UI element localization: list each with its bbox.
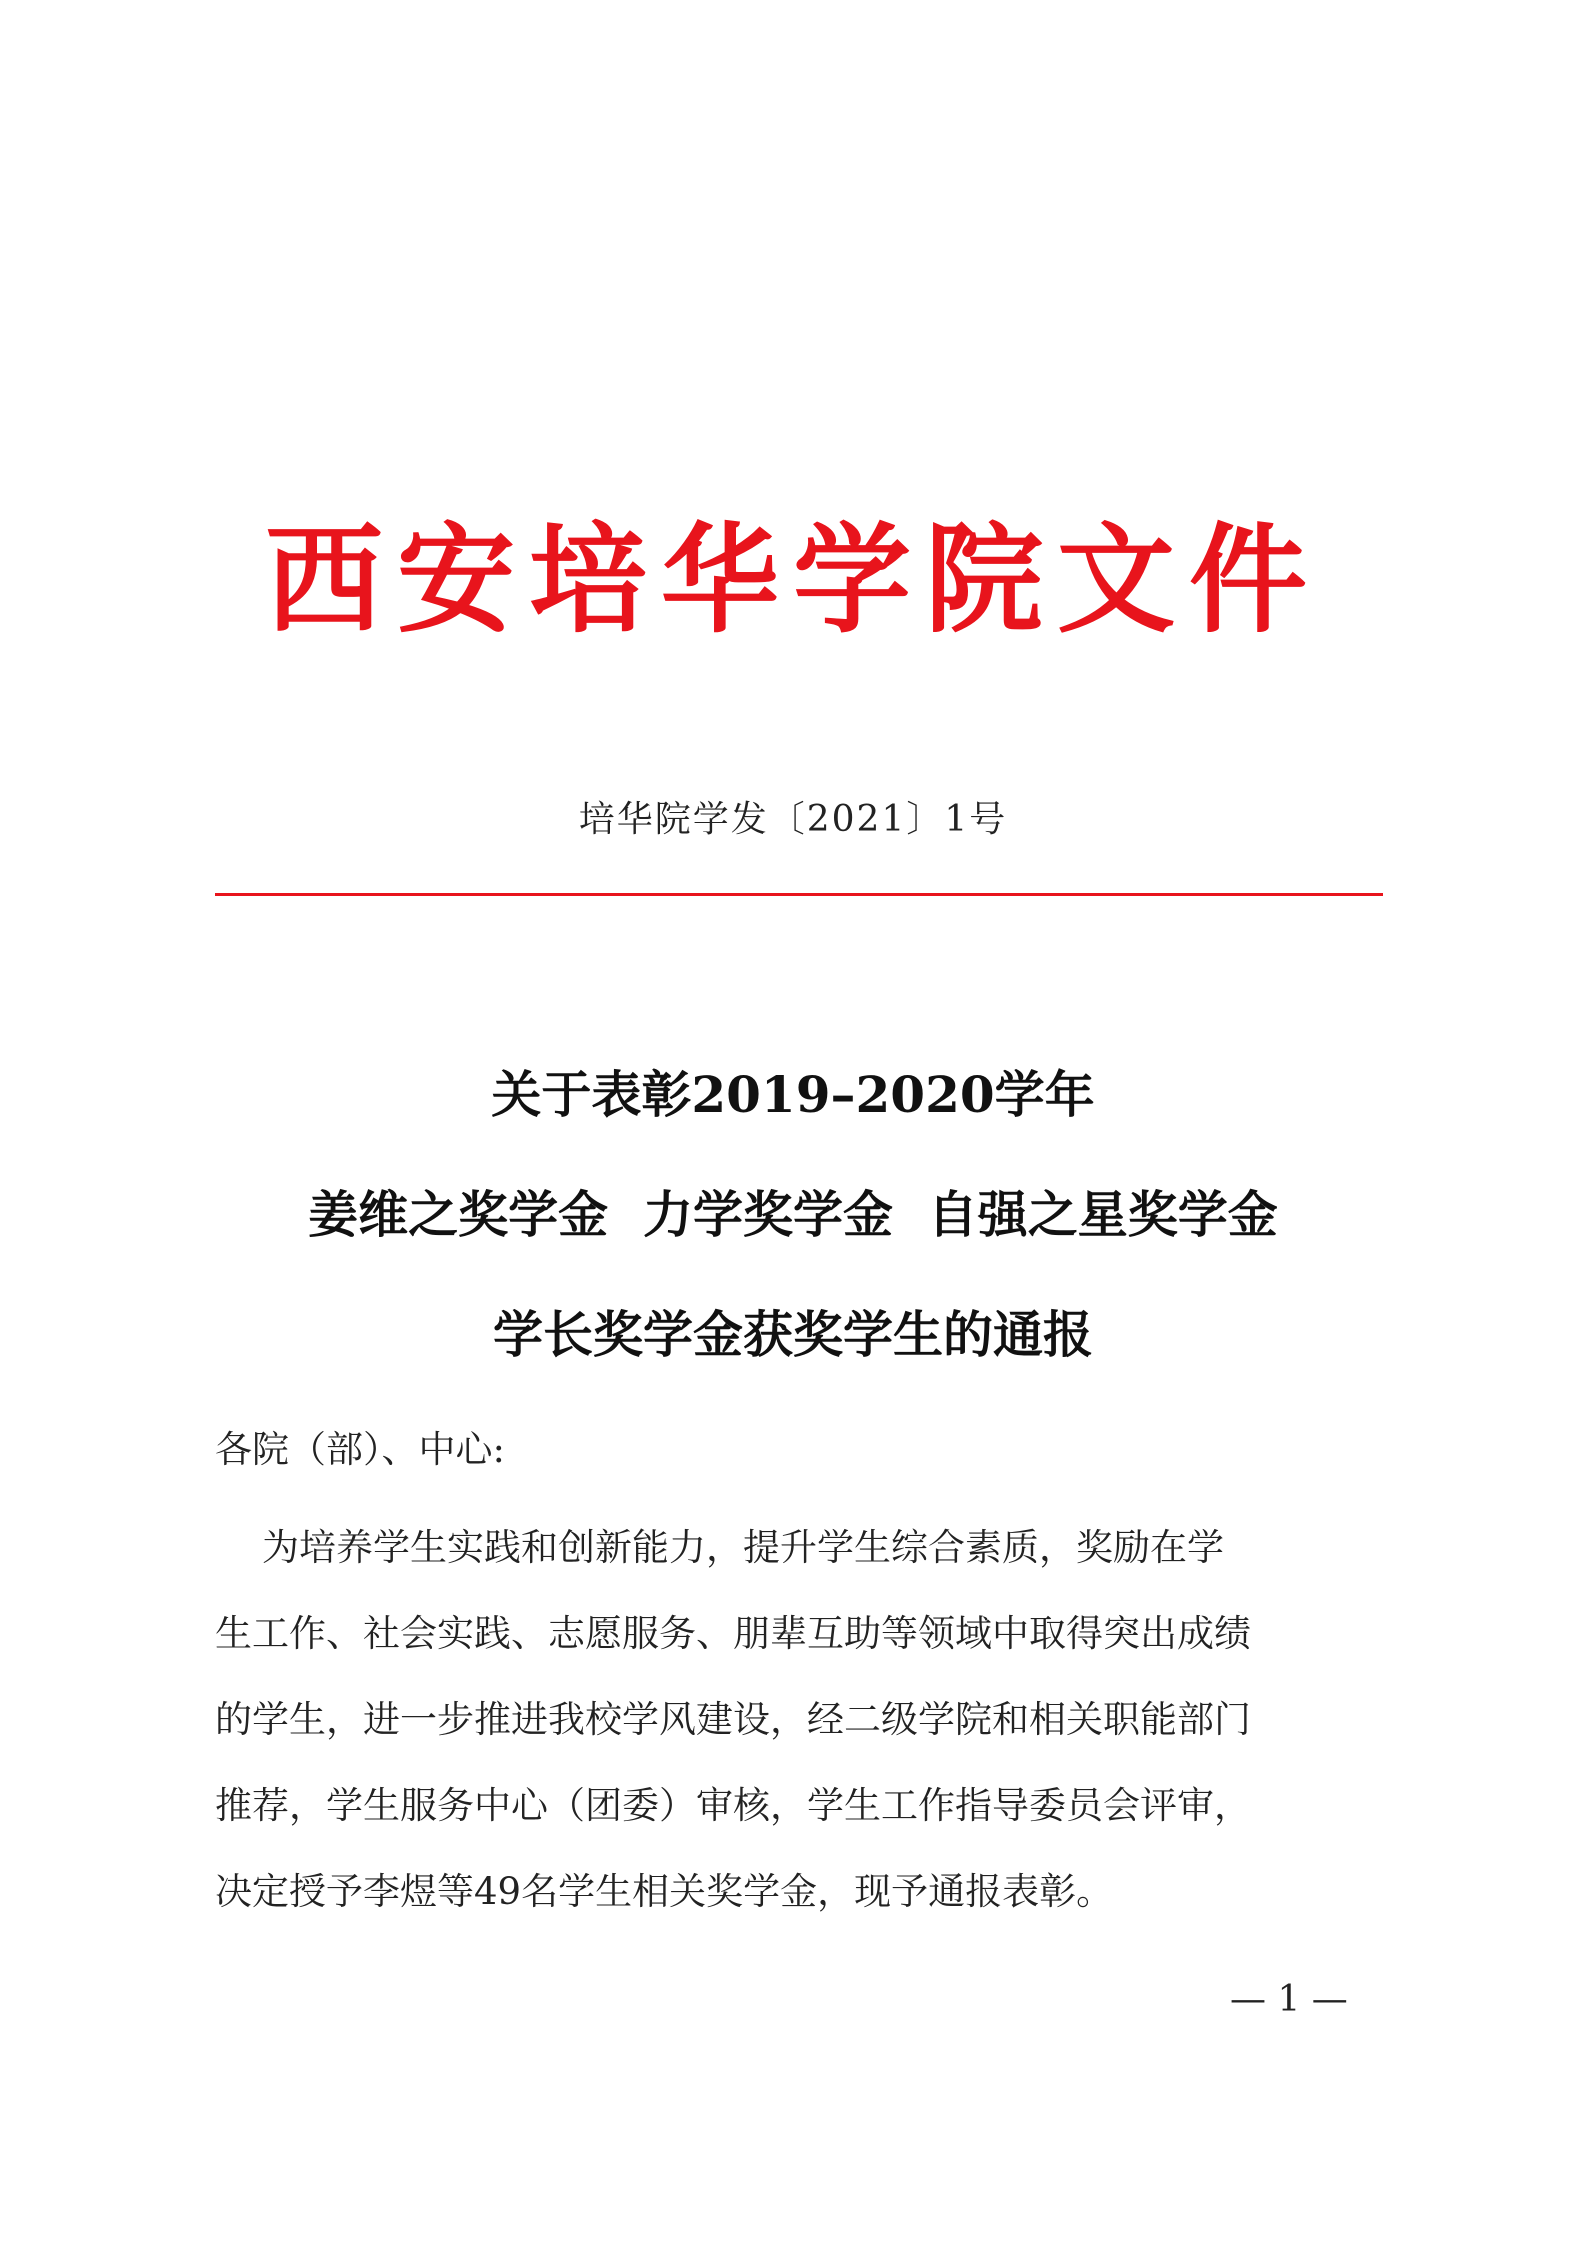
title-line-1: 关于表彰2019–2020学年 — [491, 1065, 1095, 1124]
salutation: 各院（部）、中心: — [215, 1428, 505, 1471]
body-paragraph — [215, 1505, 1385, 1935]
title-line-3: 学长奖学金获奖学生的通报 — [493, 1305, 1093, 1364]
paragraph-line-3: 的学生，进一步推进我校学风建设，经二级学院和相关职能部门 — [215, 1698, 1251, 1741]
paragraph-line-1: 为培养学生实践和创新能力，提升学生综合素质，奖励在学 — [215, 1526, 1225, 1569]
document-org-title: 西安培华学院文件 — [264, 510, 1321, 649]
document-number: 培华院学发〔2021〕1号 — [578, 799, 1008, 840]
header-divider-line — [215, 893, 1383, 896]
document-title — [0, 1035, 1586, 1395]
paragraph-line-5: 决定授予李煜等49名学生相关奖学金，现予通报表彰。 — [215, 1870, 1114, 1913]
paragraph-line-2: 生工作、社会实践、志愿服务、朋辈互助等领域中取得突出成绩 — [215, 1612, 1251, 1655]
paragraph-line-4: 推荐，学生服务中心（团委）审核，学生工作指导委员会评审， — [215, 1784, 1251, 1827]
title-line-2: 姜维之奖学金 力学奖学金 自强之星奖学金 — [308, 1185, 1278, 1244]
page-number: — 1 — — [1230, 1979, 1348, 2020]
